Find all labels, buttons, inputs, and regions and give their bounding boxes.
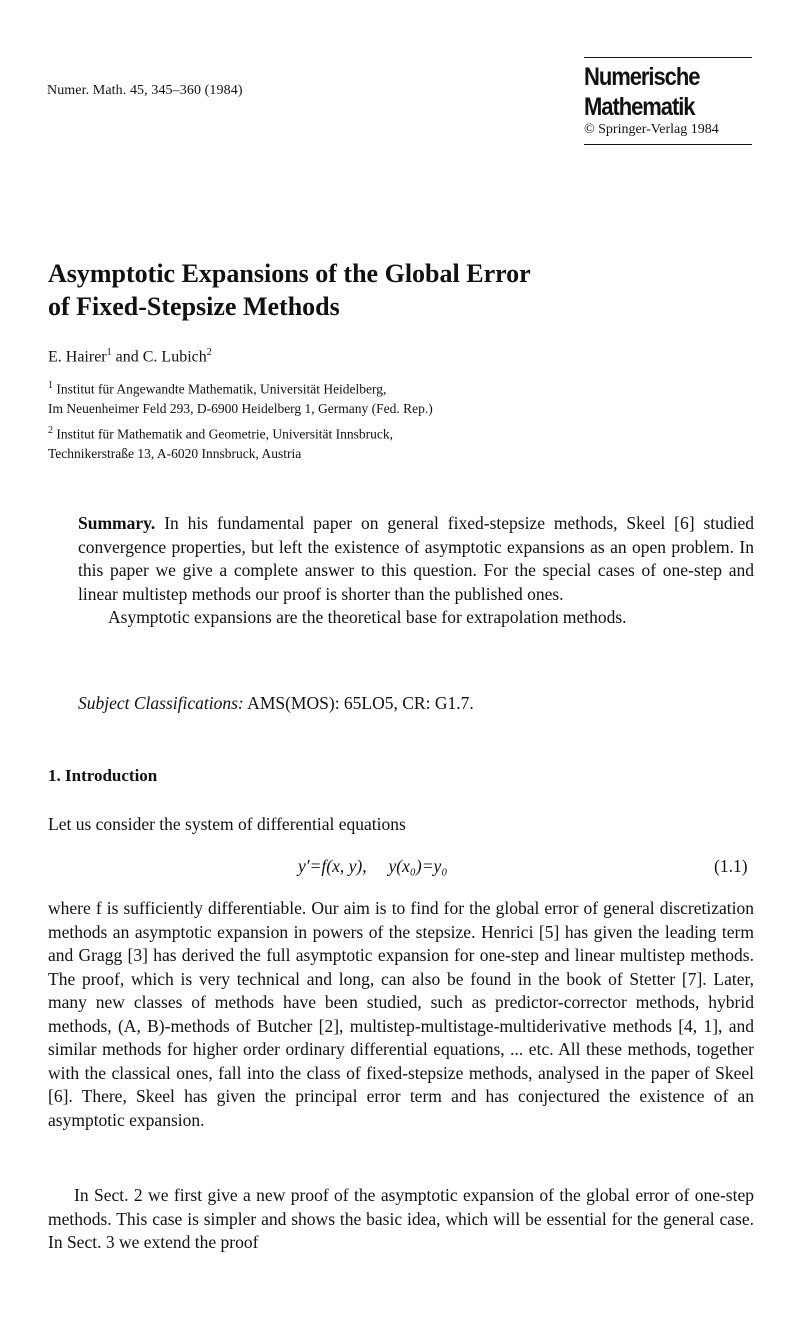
journal-name-line1: Numerische: [584, 63, 700, 91]
summary-label: Summary.: [78, 513, 156, 533]
intro-sentence: Let us consider the system of differential equations: [48, 814, 406, 834]
section-heading: 1. Introduction: [48, 766, 158, 785]
author-1-sup: 1: [106, 347, 112, 358]
author-1: E. Hairer: [48, 348, 107, 366]
equation-number: (1.1): [714, 856, 748, 876]
affiliation-1-line2: Im Neuenheimer Feld 293, D-6900 Heidelberg 1, Germany (Fed. Rep.): [48, 400, 433, 416]
summary-paragraph-1: In his fundamental paper on general fixed-stepsize methods, Skeel [6] studied convergence properties, but left the existence of asymptotic expansions as an open problem. In this paper we give a complete answer to this question. For the special cases of one-step and linear multistep methods our proof is shorter than the published ones.: [78, 513, 754, 604]
author-list: [48, 347, 212, 366]
affiliation-2-line2: Technikerstraße 13, A-6020 Innsbruck, Austria: [48, 445, 302, 461]
author-2-sup: 2: [206, 347, 212, 358]
masthead-top-rule: [584, 57, 752, 58]
affiliation-2-line1: Institut für Mathematik and Geometrie, Universität Innsbruck,: [53, 426, 394, 442]
intro-paragraph-1: where f is sufficiently differentiable. Our aim is to find for the global error of general discretization methods an asymptotic expansion in powers of the stepsize. Henrici [5] has given the leading term and Gragg [3] has derived the full asymptotic expansion for one-step and linear multistep methods. The proof, which is very technical and long, can also be found in the book of Stetter [7]. Later, many new classes of methods have been studied, such as predictor-corrector methods, hybrid methods, (A, B)-methods of Butcher [2], multistep-multistage-multiderivative methods [4, 1], and similar methods for higher order ordinary differential equations, ... etc. All these methods, together with the classical ones, fall into the class of fixed-stepsize methods, analysed in the paper of Skeel [6]. There, Skeel has given the principal error term and has conjectured the existence of an asymptotic expansion.: [48, 898, 754, 1130]
journal-name-line2: Mathematik: [584, 93, 695, 121]
subject-classifications: [78, 693, 474, 714]
affiliation-1-num: 1: [48, 380, 53, 391]
affiliation-2-num: 2: [48, 425, 53, 436]
equation-left: y′=f(x, y),: [298, 856, 367, 876]
equation-right: y(x₀)=y₀: [388, 856, 448, 876]
subject-value: AMS(MOS): 65LO5, CR: G1.7.: [243, 693, 474, 713]
title-line-2: of Fixed-Stepsize Methods: [48, 292, 340, 321]
summary-paragraph-2: Asymptotic expansions are the theoretical base for extrapolation methods.: [108, 607, 627, 627]
intro-paragraph-2: In Sect. 2 we first give a new proof of the asymptotic expansion of the global error of one-step methods. This case is simpler and shows the basic idea, which will be essential for the general case. In Sect. 3 we extend the proof: [48, 1185, 754, 1252]
affiliation-2: [48, 421, 393, 463]
journal-masthead: [584, 57, 752, 145]
equation-1-1: [298, 856, 447, 877]
masthead-bottom-rule: [584, 144, 752, 145]
affiliation-1: [48, 376, 433, 418]
abstract: [78, 512, 754, 630]
copyright-notice: © Springer-Verlag 1984: [584, 122, 719, 137]
affiliation-1-line1: Institut für Angewandte Mathematik, Universität Heidelberg,: [53, 381, 387, 397]
title-line-1: Asymptotic Expansions of the Global Error: [48, 259, 531, 288]
author-2: and C. Lubich: [111, 348, 207, 366]
subject-label: Subject Classifications:: [78, 693, 244, 713]
journal-citation: Numer. Math. 45, 345–360 (1984): [47, 83, 243, 98]
paper-title: [48, 257, 531, 323]
